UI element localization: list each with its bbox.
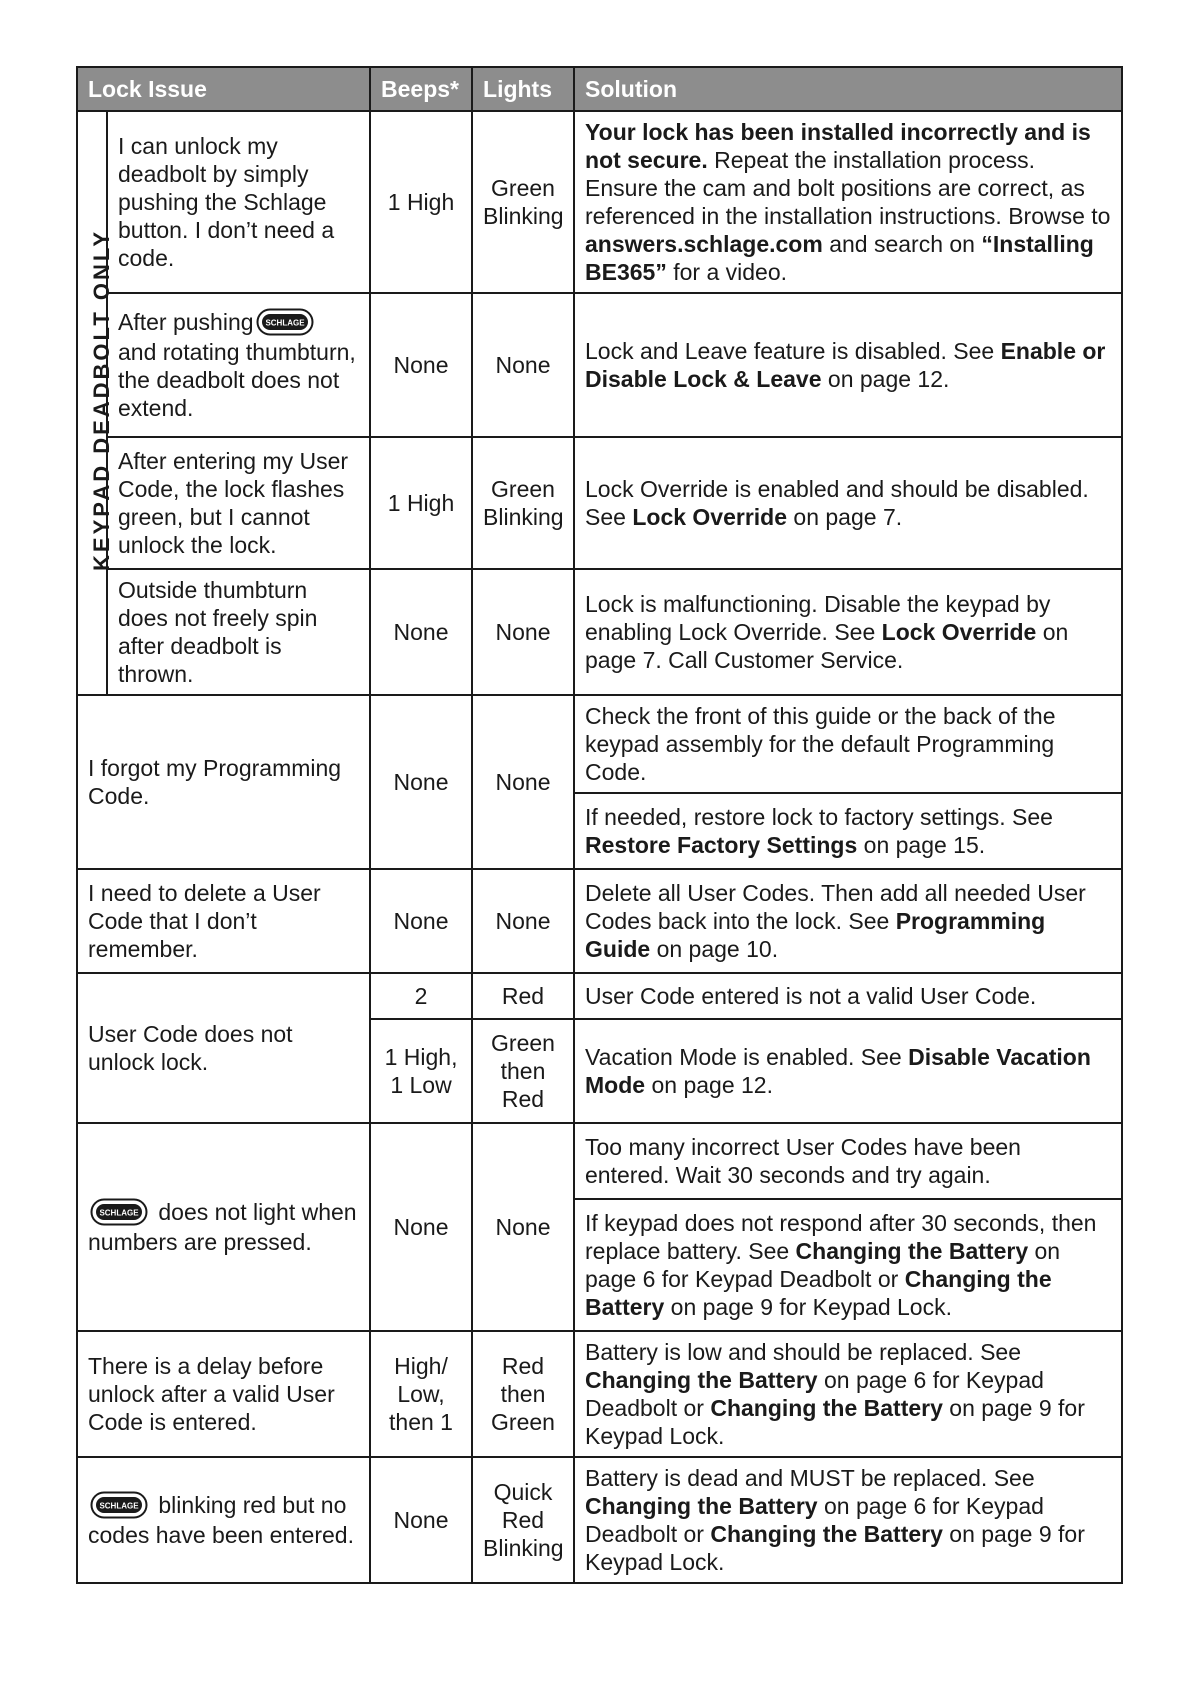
solution-cell: Delete all User Codes. Then add all needed User Codes back into the lock. See Programming Guide on page 10.	[574, 869, 1122, 973]
solution-cell: Battery is dead and MUST be replaced. See Changing the Battery on page 6 for Keypad Deadbolt or Changing the Battery on page 9 for Keypad Lock.	[574, 1457, 1122, 1583]
beeps-cell: None	[370, 293, 472, 437]
issue-cell: User Code does not unlock lock.	[77, 973, 370, 1123]
issue-cell: Outside thumbturn does not freely spin after deadbolt is thrown.	[107, 569, 370, 695]
table-header-row	[77, 67, 1122, 111]
beeps-cell: 1 High	[370, 111, 472, 293]
lights-cell: Quick Red Blinking	[472, 1457, 574, 1583]
solution-cell: If keypad does not respond after 30 seconds, then replace battery. See Changing the Battery on page 6 for Keypad Deadbolt or Changing the Battery on page 9 for Keypad Lock.	[574, 1199, 1122, 1331]
lights-cell: None	[472, 695, 574, 869]
lights-cell: Green Blinking	[472, 437, 574, 569]
table-row	[77, 695, 1122, 793]
issue-cell: There is a delay before unlock after a valid User Code is entered.	[77, 1331, 370, 1457]
solution-cell: Lock Override is enabled and should be disabled. See Lock Override on page 7.	[574, 437, 1122, 569]
svg-text:SCHLAGE: SCHLAGE	[264, 318, 305, 328]
schlage-button-icon	[90, 1491, 148, 1519]
beeps-cell: None	[370, 1457, 472, 1583]
lights-cell: None	[472, 1123, 574, 1331]
lights-cell: Green Blinking	[472, 111, 574, 293]
solution-cell: Battery is low and should be replaced. See Changing the Battery on page 6 for Keypad Deadbolt or Changing the Battery on page 9 for Keypad Lock.	[574, 1331, 1122, 1457]
troubleshooting-table	[76, 66, 1123, 1584]
header-lights: Lights	[472, 67, 574, 111]
beeps-cell: None	[370, 869, 472, 973]
lights-cell: Green then Red	[472, 1019, 574, 1123]
issue-cell: SCHLAGE does not light when numbers are pressed.	[77, 1123, 370, 1331]
beeps-cell: 1 High, 1 Low	[370, 1019, 472, 1123]
beeps-cell: None	[370, 569, 472, 695]
solution-cell: User Code entered is not a valid User Code.	[574, 973, 1122, 1019]
beeps-cell: 1 High	[370, 437, 472, 569]
schlage-button-icon	[90, 1198, 148, 1226]
solution-cell: Check the front of this guide or the back of the keypad assembly for the default Programming Code.	[574, 695, 1122, 793]
table-row	[77, 111, 1122, 293]
table-row	[77, 569, 1122, 695]
header-beeps: Beeps*	[370, 67, 472, 111]
table-row	[77, 1123, 1122, 1199]
header-solution: Solution	[574, 67, 1122, 111]
schlage-button-icon	[256, 308, 314, 336]
issue-cell: After pushing SCHLAGE and rotating thumbturn, the deadbolt does not extend.	[107, 293, 370, 437]
issue-cell: After entering my User Code, the lock flashes green, but I cannot unlock the lock.	[107, 437, 370, 569]
table-row	[77, 1457, 1122, 1583]
table-row	[77, 1331, 1122, 1457]
svg-text:SCHLAGE: SCHLAGE	[99, 1501, 139, 1511]
svg-text:SCHLAGE: SCHLAGE	[99, 1208, 139, 1218]
lights-cell: None	[472, 569, 574, 695]
lights-cell: None	[472, 293, 574, 437]
beeps-cell: 2	[370, 973, 472, 1019]
beeps-cell: None	[370, 695, 472, 869]
solution-cell: Lock and Leave feature is disabled. See Enable or Disable Lock & Leave on page 12.	[574, 293, 1122, 437]
table-row	[77, 437, 1122, 569]
solution-cell: Lock is malfunctioning. Disable the keypad by enabling Lock Override. See Lock Override on page 7. Call Customer Service.	[574, 569, 1122, 695]
keypad-deadbolt-only-label: KEYPAD DEADBOLT ONLY	[77, 111, 107, 695]
solution-cell: Vacation Mode is enabled. See Disable Vacation Mode on page 12.	[574, 1019, 1122, 1123]
lights-cell: Red	[472, 973, 574, 1019]
beeps-cell: High/ Low, then 1	[370, 1331, 472, 1457]
table-row	[77, 973, 1122, 1019]
issue-cell: I need to delete a User Code that I don’t remember.	[77, 869, 370, 973]
solution-cell: Too many incorrect User Codes have been entered. Wait 30 seconds and try again.	[574, 1123, 1122, 1199]
issue-cell: SCHLAGE blinking red but no codes have been entered.	[77, 1457, 370, 1583]
table-row	[77, 869, 1122, 973]
table-row	[77, 293, 1122, 437]
lights-cell: Red then Green	[472, 1331, 574, 1457]
issue-cell: I can unlock my deadbolt by simply pushing the Schlage button. I don’t need a code.	[107, 111, 370, 293]
beeps-cell: None	[370, 1123, 472, 1331]
solution-cell: Your lock has been installed incorrectly and is not secure. Repeat the installation process. Ensure the cam and bolt positions are correct, as referenced in the installation instructions. Browse to answers.schlage.com and search on “Installing BE365” for a video.	[574, 111, 1122, 293]
solution-cell: If needed, restore lock to factory settings. See Restore Factory Settings on page 15.	[574, 793, 1122, 869]
header-lock-issue: Lock Issue	[77, 67, 370, 111]
lights-cell: None	[472, 869, 574, 973]
issue-cell: I forgot my Programming Code.	[77, 695, 370, 869]
